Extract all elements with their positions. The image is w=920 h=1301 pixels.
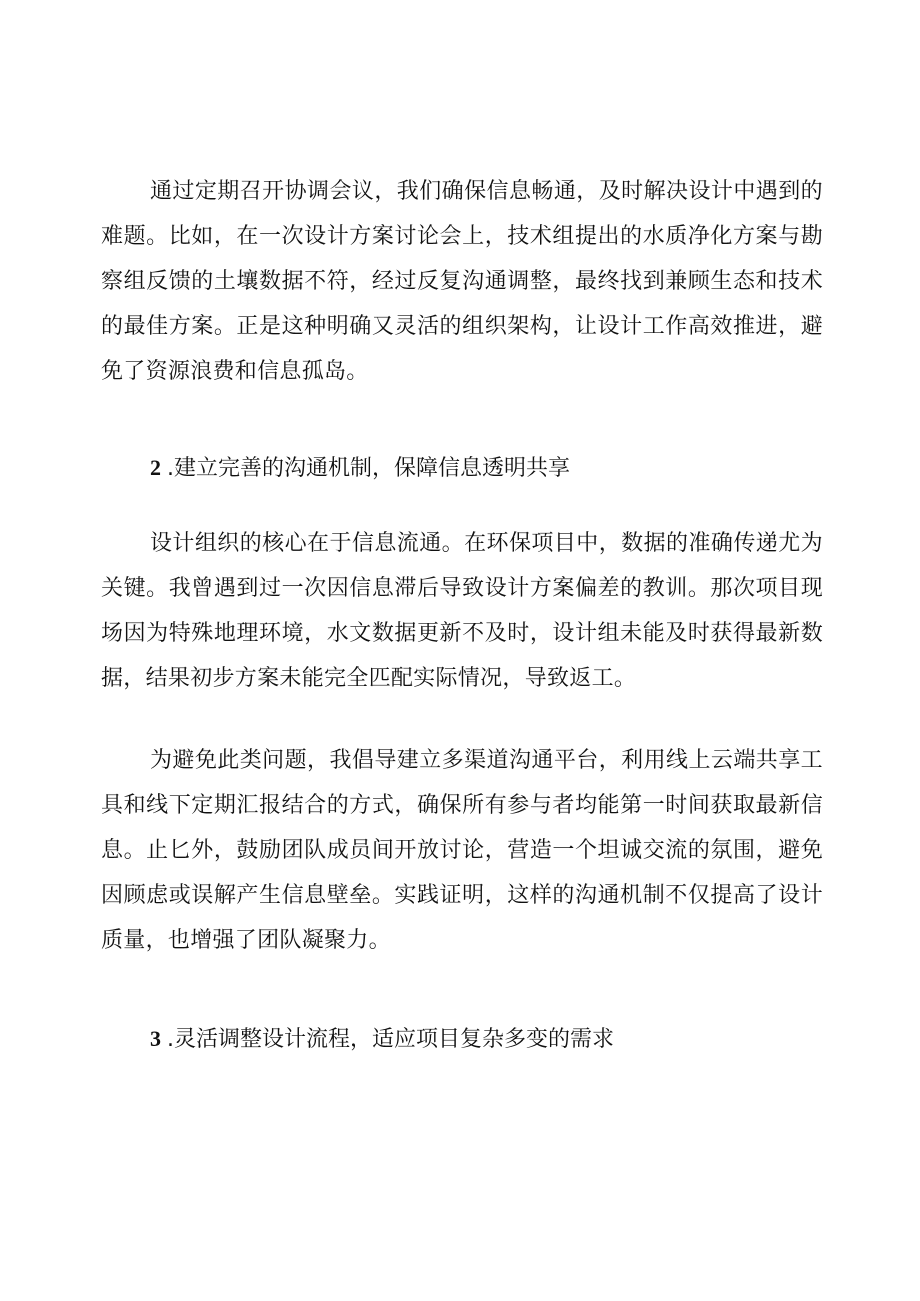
section-title: .灵活调整设计流程，适应项目复杂多变的需求	[167, 1027, 614, 1052]
section-number: 3	[150, 1026, 161, 1051]
section-heading-2	[150, 453, 570, 484]
section-title: .建立完善的沟通机制，保障信息透明共享	[167, 456, 570, 481]
section-number: 2	[150, 455, 161, 480]
paragraph-information-flow: 设计组织的核心在于信息流通。在环保项目中，数据的准确传递尤为关键。我曾遇到过一次因信息滞后导致设计方案偏差的教训。那次项目现场因为特殊地理环境，水文数据更新不及时，设计组未能及时获得最新数据，结果初步方案未能完全匹配实际情况，导致返工。	[101, 531, 823, 691]
paragraph-coordination-meetings: 通过定期召开协调会议，我们确保信息畅通，及时解决设计中遇到的难题。比如，在一次设计方案讨论会上，技术组提出的水质净化方案与勘察组反馈的土壤数据不符，经过反复沟通调整，最终找到兼顾生态和技术的最佳方案。正是这种明确又灵活的组织架构，让设计工作高效推进，避免了资源浪费和信息孤岛。	[101, 179, 823, 384]
paragraph-communication-platform: 为避免此类问题，我倡导建立多渠道沟通平台，利用线上云端共享工具和线下定期汇报结合的方式，确保所有参与者均能第一时间获取最新信息。止匕外，鼓励团队成员间开放讨论，营造一个坦诚交流的氛围，避免因顾虑或误解产生信息壁垒。实践证明，这样的沟通机制不仅提高了设计质量，也增强了团队凝聚力。	[101, 748, 823, 953]
section-heading-3	[150, 1024, 614, 1055]
